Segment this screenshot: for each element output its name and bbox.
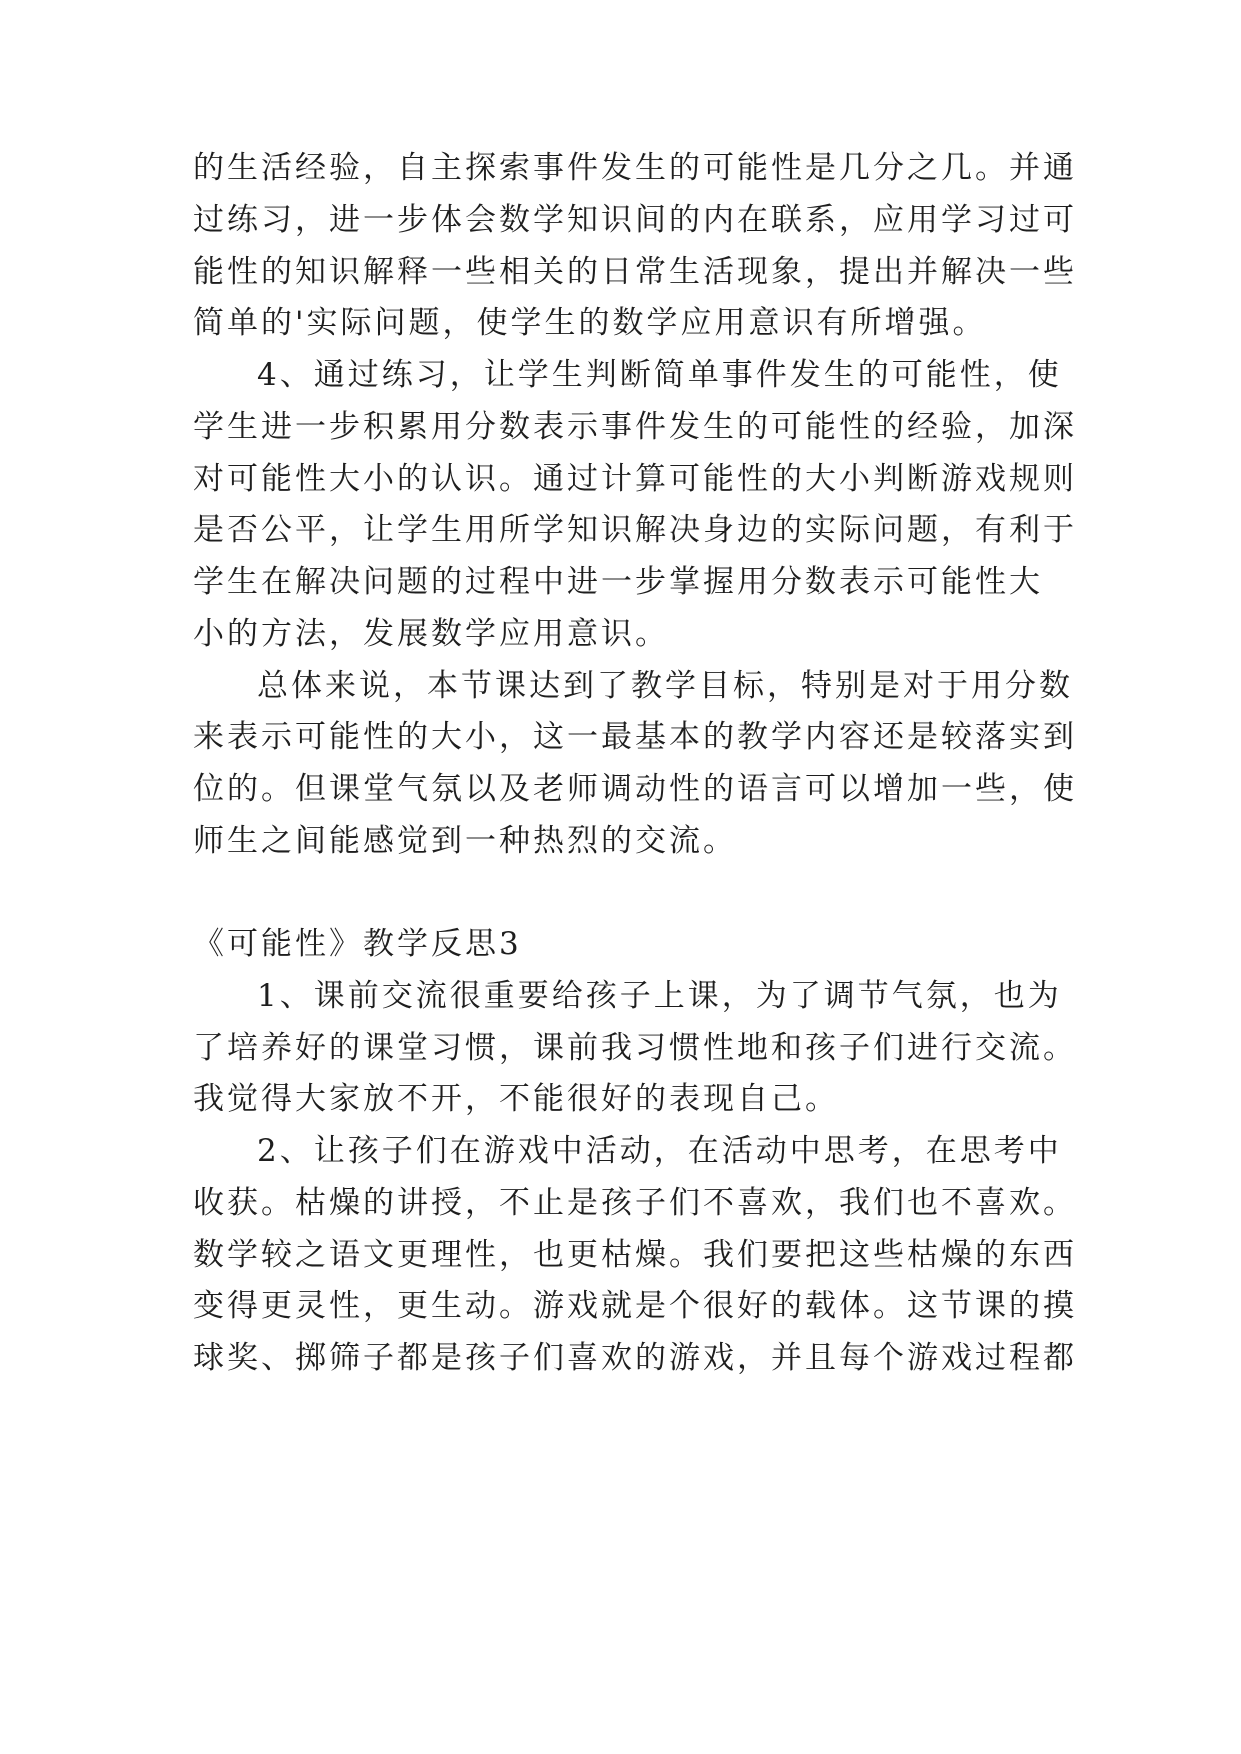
paragraph-line: 变得更灵性，更生动。游戏就是个很好的载体。这节课的摸 [193, 1288, 1077, 1324]
paragraph-line: 学生进一步积累用分数表示事件发生的可能性的经验，加深 [193, 409, 1077, 445]
paragraph-line: 收获。枯燥的讲授，不止是孩子们不喜欢，我们也不喜欢。 [193, 1185, 1077, 1221]
paragraph-line: 能性的知识解释一些相关的日常生活现象，提出并解决一些 [193, 254, 1077, 290]
paragraph-line: 位的。但课堂气氛以及老师调动性的语言可以增加一些，使 [193, 771, 1077, 807]
paragraph-line: 了培养好的课堂习惯，课前我习惯性地和孩子们进行交流。 [193, 1030, 1077, 1066]
paragraph-line: 4、通过练习，让学生判断简单事件发生的可能性，使 [257, 357, 1062, 393]
paragraph-line: 过练习，进一步体会数学知识间的内在联系，应用学习过可 [193, 202, 1077, 238]
paragraph-line: 学生在解决问题的过程中进一步掌握用分数表示可能性大 [193, 564, 1043, 600]
paragraph-line: 2、让孩子们在游戏中活动，在活动中思考，在思考中 [257, 1133, 1062, 1169]
paragraph-line: 师生之间能感觉到一种热烈的交流。 [193, 823, 737, 859]
paragraph-line: 小的方法，发展数学应用意识。 [193, 616, 669, 652]
paragraph-line: 对可能性大小的认识。通过计算可能性的大小判断游戏规则 [193, 461, 1077, 497]
paragraph-line: 的生活经验，自主探索事件发生的可能性是几分之几。并通 [193, 150, 1077, 186]
paragraph-line: 1、课前交流很重要给孩子上课，为了调节气氛，也为 [257, 978, 1062, 1014]
paragraph-line: 来表示可能性的大小，这一最基本的教学内容还是较落实到 [193, 719, 1077, 755]
section-heading: 《可能性》教学反思3 [193, 926, 522, 962]
paragraph-line: 球奖、掷筛子都是孩子们喜欢的游戏，并且每个游戏过程都 [193, 1340, 1077, 1376]
paragraph-line: 我觉得大家放不开，不能很好的表现自己。 [193, 1081, 839, 1117]
paragraph-line: 总体来说，本节课达到了教学目标，特别是对于用分数 [257, 668, 1073, 704]
paragraph-line: 数学较之语文更理性，也更枯燥。我们要把这些枯燥的东西 [193, 1237, 1077, 1273]
paragraph-line: 是否公平，让学生用所学知识解决身边的实际问题，有利于 [193, 512, 1077, 548]
paragraph-line: 简单的'实际问题，使学生的数学应用意识有所增强。 [193, 305, 987, 341]
